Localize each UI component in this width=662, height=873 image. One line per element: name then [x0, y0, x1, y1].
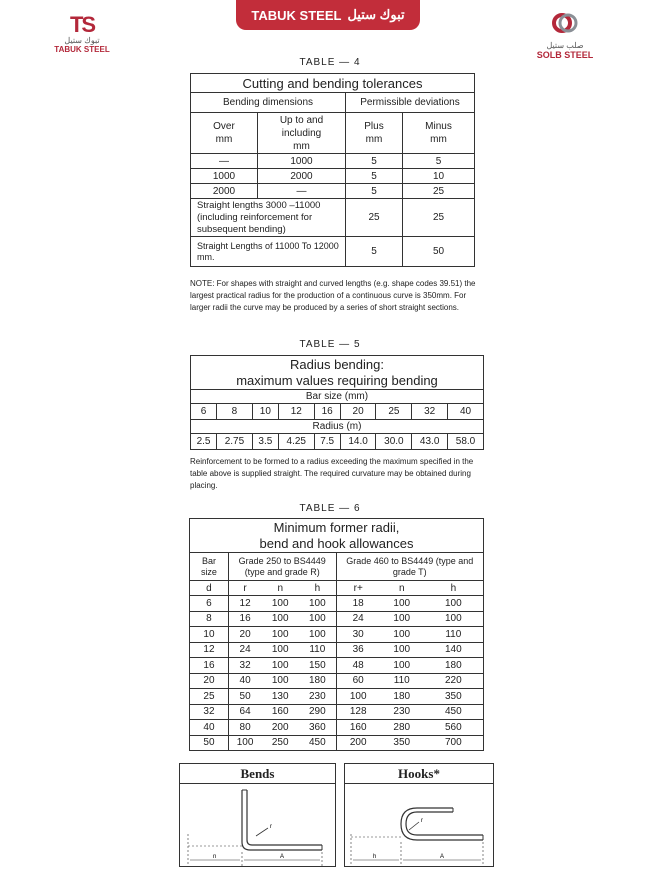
solb-logo-english: SOLB STEEL: [536, 50, 594, 60]
table-row: 16 32 100 150 48 100 180: [190, 658, 484, 674]
solb-steel-logo: [530, 10, 600, 60]
table6-bar-size-label: Bar size: [190, 553, 229, 581]
table4-group-permissible: Permissible deviations: [346, 93, 475, 113]
table6-title: Minimum former radii, bend and hook allowances: [190, 519, 484, 553]
table4-straight2-label: Straight Lengths of 11000 To 12000 mm.: [191, 237, 346, 267]
table4-title: Cutting and bending tolerances: [191, 74, 475, 93]
banner-title-en: TABUK STEEL: [251, 7, 342, 23]
banner-title-ar: تبوك ستيل: [347, 7, 405, 22]
hooks-title: Hooks*: [345, 764, 493, 784]
bends-label-a: A: [280, 854, 285, 860]
table-row: 25 50 130 230 100 180 350: [190, 689, 484, 705]
table4-header-minus: Minus mm: [403, 113, 475, 154]
table5-label: TABLE — 5: [299, 339, 361, 350]
tabuk-steel-logo: [52, 14, 112, 54]
table4-header-plus: Plus mm: [346, 113, 403, 154]
header-banner: [236, 0, 420, 30]
table-row: 20 40 100 180 60 110 220: [190, 673, 484, 689]
table5-bar-size-label: Bar size (mm): [191, 390, 484, 404]
solb-logo-mark-icon: [552, 10, 578, 36]
table-row: 2000 — 5 25: [191, 184, 475, 199]
table5-title: Radius bending: maximum values requiring bending: [191, 356, 484, 390]
table-row: 8 16 100 100 24 100 100: [190, 611, 484, 627]
table-row: 50 100 250 450 200 350 700: [190, 735, 484, 751]
table5-note: Reinforcement to be formed to a radius exceeding the maximum specified in the table above is supplied straight. The required curvature may be obtained during placing.: [190, 457, 474, 490]
solb-logo-arabic: صلب ستيل: [546, 41, 584, 50]
table-row: 32 64 160 290 128 230 450: [190, 704, 484, 720]
table5-bar-sizes-row: 6 8 10 12 16 20 25 32 40: [191, 404, 484, 420]
bends-label-n: n: [213, 854, 217, 860]
bends-diagram: [179, 763, 336, 867]
tabuk-logo-english: TABUK STEEL: [54, 45, 110, 54]
hooks-label-a: A: [440, 854, 445, 860]
bends-title: Bends: [180, 764, 335, 784]
table6-former-radii: [189, 518, 484, 751]
bends-illustration: [180, 784, 335, 866]
table-row: Straight Lengths of 11000 To 12000 mm. 5 50: [191, 237, 475, 267]
hooks-diagram: [344, 763, 494, 867]
table-row: 10 20 100 100 30 100 110: [190, 627, 484, 643]
table6-label: TABLE — 6: [299, 503, 361, 514]
table4-cutting-bending-tolerances: [190, 73, 475, 267]
hooks-label-h: h: [373, 854, 377, 860]
table-row: 1000 2000 5 10: [191, 169, 475, 184]
table5-radii-row: 2.5 2.75 3.5 4.25 7.5 14.0 30.0 43.0 58.0: [191, 434, 484, 450]
table-row: 40 80 200 360 160 280 560: [190, 720, 484, 736]
table6-grade460-header: Grade 460 to BS4449 (type and grade T): [336, 553, 483, 581]
table4-label: TABLE — 4: [299, 57, 361, 68]
table-row: — 1000 5 5: [191, 154, 475, 169]
table4-header-upto: Up to and including mm: [258, 113, 346, 154]
table4-straight1-label: Straight lengths 3000 –11000 (including reinforcement for subsequent bending): [191, 199, 346, 237]
table-row: Straight lengths 3000 –11000 (including reinforcement for subsequent bending) 25 25: [191, 199, 475, 237]
bends-label-r: r: [270, 824, 272, 830]
table4-note: NOTE: For shapes with straight and curved lengths (e.g. shape codes 39.51) the largest practical radius for the production of a continuous curve is 350mm. For larger radii the curve may be produced by a series of short straight sections.: [190, 279, 476, 312]
table-row: 6 12 100 100 18 100 100: [190, 596, 484, 612]
tabuk-logo-mark: TS: [69, 12, 95, 37]
table5-radius-bending: [190, 355, 484, 450]
table4-group-bending: Bending dimensions: [191, 93, 346, 113]
table6-grade250-header: Grade 250 to BS4449 (type and grade R): [228, 553, 336, 581]
hooks-illustration: [345, 784, 493, 866]
hooks-label-r: r: [421, 818, 423, 824]
tabuk-logo-arabic: تبوك ستيل: [64, 36, 100, 45]
table5-radius-label: Radius (m): [191, 420, 484, 434]
table-row: 12 24 100 110 36 100 140: [190, 642, 484, 658]
table6-subheader-row: d r n h r+ n h: [190, 581, 484, 596]
table4-header-over: Over mm: [191, 113, 258, 154]
